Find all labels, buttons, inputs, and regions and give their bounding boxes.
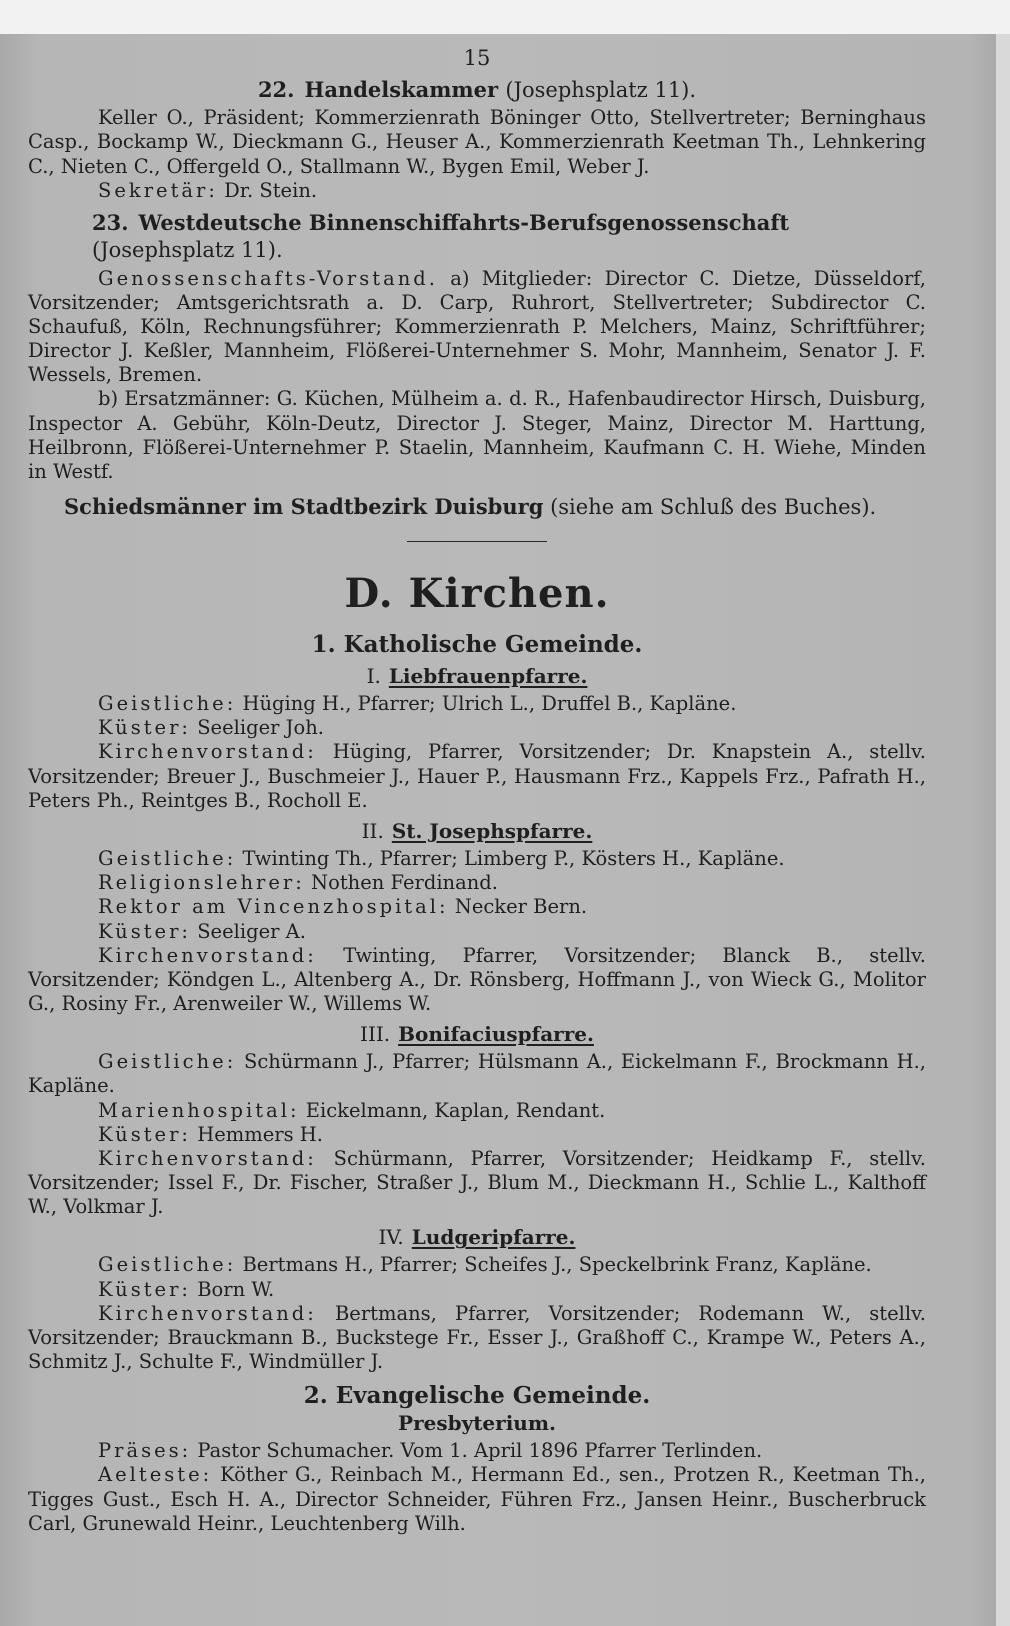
schiedsmaenner-rest: (siehe am Schluß des Buches).	[550, 495, 877, 520]
genossenschaft-mitglieder	[28, 267, 926, 388]
parish-entry	[28, 716, 926, 740]
entry-label: Küster:	[98, 1277, 191, 1301]
parish-title	[28, 819, 926, 843]
entry-label: Präses:	[98, 1439, 192, 1463]
entry-text: Twinting Th., Pfarrer; Limberg P., Kösters H., Kapläne.	[242, 846, 785, 870]
parish-entry	[28, 944, 926, 1017]
parish-name: Liebfrauenpfarre.	[388, 664, 588, 689]
entry-label: Geistliche:	[98, 1050, 237, 1074]
parish-numeral: I.	[366, 664, 381, 689]
sekretaer-name: Dr. Stein.	[224, 178, 318, 202]
parish-entry	[28, 1253, 926, 1277]
sekretaer-label: Sekretär:	[98, 178, 218, 202]
page-number: 15	[463, 46, 491, 70]
schiedsmaenner-note	[64, 494, 926, 519]
section-name: Handelskammer	[304, 77, 499, 102]
entry-text: Twinting, Pfarrer, Vorsitzender; Blanck B., stellv. Vorsitzender; Köndgen L., Altenberg A., Dr. Rönsberg, Hoffmann J., von Wieck G., Molitor G., Rosiny Fr., Arenweiler W., Willems W.	[28, 943, 927, 1016]
section-divider	[407, 541, 547, 542]
entry-label: Rektor am Vincenzhospital:	[98, 895, 449, 919]
parish-entry	[28, 847, 926, 871]
entry-text: Hüging, Pfarrer, Vorsitzender; Dr. Knapstein A., stellv. Vorsitzender; Breuer J., Buschmeier J., Hauer P., Hausmann Frz., Kappels Frz., Pafrath H., Peters Ph., Reintges B., Rocholl E.	[28, 740, 926, 812]
parish-title	[28, 1022, 926, 1046]
entry-label: Geistliche:	[98, 1253, 237, 1277]
section-address: (Josephsplatz 11).	[92, 238, 283, 263]
entry-text: Schürmann, Pfarrer, Vorsitzender; Heidkamp F., stellv. Vorsitzender; Issel F., Dr. Fischer, Straßer J., Blum M., Dieckmann H., Schlie L., Kalthoff W., Volkmar J.	[28, 1146, 926, 1219]
katholische-gemeinde-title: 1. Katholische Gemeinde.	[311, 631, 643, 659]
section-number: 22.	[257, 77, 295, 102]
entry-text: Eickelmann, Kaplan, Rendant.	[305, 1098, 606, 1122]
presbyterium-list	[28, 1439, 926, 1536]
handelskammer-members: Keller O., Präsident; Kommerzienrath Böninger Otto, Stellvertreter; Berninghaus Casp., Bockamp W., Dieckmann G., Heuser A., Kommerzienrath Keetman Th., Lehnkering C., Nieten C., Offergeld O., Stallmann W., Bygen Emil, Weber J.	[28, 106, 926, 178]
parish-list	[28, 664, 926, 1374]
kirchen-title: D. Kirchen.	[344, 570, 610, 618]
section-handelskammer-heading	[28, 76, 926, 104]
schiedsmaenner-bold: Schiedsmänner im Stadtbezirk Duisburg	[64, 494, 544, 520]
parish-name: St. Josephspfarre.	[391, 818, 593, 843]
entry-label: Kirchenvorstand:	[98, 943, 317, 967]
vorstand-label: Genossenschafts-Vorstand.	[98, 266, 438, 290]
entry-label: Kirchenvorstand:	[98, 1301, 317, 1325]
entry-text: Köther G., Reinbach M., Hermann Ed., sen., Protzen R., Keetman Th., Tigges Gust., Esch H. A., Director Schneider, Führen Frz., Jansen Heinr., Buscherbruck Carl, Grunewald Heinr., Leuchtenberg Wilh.	[28, 1463, 927, 1535]
parish-entry	[28, 920, 926, 944]
parish-entry	[28, 692, 926, 716]
entry-label: Geistliche:	[98, 846, 237, 870]
entry-label: Geistliche:	[98, 692, 237, 716]
entry-text: Hemmers H.	[197, 1122, 323, 1146]
entry-text: Born W.	[197, 1277, 275, 1301]
parish-entry	[28, 871, 926, 895]
presbyterium-entry	[28, 1463, 926, 1536]
parish-entry	[28, 1278, 926, 1302]
section-address: (Josephsplatz 11).	[505, 78, 697, 102]
entry-label: Kirchenvorstand:	[98, 1146, 317, 1170]
entry-label: Küster:	[98, 1122, 191, 1146]
entry-label: Marienhospital:	[98, 1098, 300, 1122]
entry-text: Hüging H., Pfarrer; Ulrich L., Druffel B., Kapläne.	[242, 692, 737, 716]
entry-text: Seeliger A.	[197, 919, 306, 943]
entry-label: Aelteste:	[98, 1463, 213, 1487]
entry-label: Küster:	[98, 919, 191, 943]
entry-label: Küster:	[98, 716, 191, 740]
section-name: Westdeutsche Binnenschiffahrts-Berufsgenossenschaft	[138, 209, 790, 235]
parish-numeral: III.	[360, 1022, 391, 1047]
parish-entry	[28, 895, 926, 919]
presbyterium-entry	[28, 1439, 926, 1463]
handelskammer-sekretaer	[28, 179, 926, 203]
parish-name: Ludgeripfarre.	[411, 1225, 576, 1250]
entry-text: Schürmann J., Pfarrer; Hülsmann A., Eickelmann F., Brockmann H., Kapläne.	[28, 1050, 926, 1098]
entry-label: Kirchenvorstand:	[98, 740, 317, 764]
parish-entry	[28, 1099, 926, 1123]
entry-text: Seeliger Joh.	[197, 716, 324, 740]
entry-text: Bertmans H., Pfarrer; Scheifes J., Speckelbrink Franz, Kapläne.	[242, 1253, 872, 1277]
parish-entry	[28, 1302, 926, 1375]
entry-text: Necker Bern.	[454, 895, 588, 919]
entry-text: Pastor Schumacher. Vom 1. April 1896 Pfarrer Terlinden.	[197, 1439, 763, 1463]
parish-numeral: II.	[361, 818, 384, 843]
page-content	[28, 40, 926, 1536]
parish-entry	[28, 740, 926, 813]
section-genossenschaft-heading	[92, 209, 926, 265]
parish-entry	[28, 1147, 926, 1220]
entry-text: Bertmans, Pfarrer, Vorsitzender; Rodemann W., stellv. Vorsitzender; Brauckmann B., Buckstege Fr., Esser J., Graßhoff C., Krampe W., Peters A., Schmitz J., Schulte F., Windmüller J.	[28, 1301, 926, 1374]
entry-text: Nothen Ferdinand.	[311, 871, 498, 895]
parish-title	[28, 664, 926, 688]
evangelische-gemeinde-title: 2. Evangelische Gemeinde.	[303, 1382, 651, 1410]
entry-label: Religionslehrer:	[98, 871, 305, 895]
parish-entry	[28, 1050, 926, 1098]
section-number: 23.	[92, 209, 129, 235]
mitglieder-text: a) Mitglieder: Director C. Dietze, Düsseldorf, Vorsitzender; Amtsgerichtsrath a. D. Carp, Ruhrort, Stellvertreter; Subdirector C. Schaufuß, Köln, Rechnungsführer; Kommerzienrath P. Melchers, Mainz, Schriftführer; Director J. Keßler, Mannheim, Flößerei-Unternehmer S. Mohr, Mannheim, Senator J. F. Wessels, Bremen.	[28, 266, 926, 387]
parish-name: Bonifaciuspfarre.	[398, 1022, 594, 1047]
parish-entry	[28, 1123, 926, 1147]
presbyterium-title: Presbyterium.	[398, 1411, 556, 1436]
parish-title	[28, 1225, 926, 1249]
genossenschaft-ersatz: b) Ersatzmänner: G. Küchen, Mülheim a. d. R., Hafenbaudirector Hirsch, Duisburg, Inspector A. Gebühr, Köln-Deutz, Director J. Steger, Mainz, Director M. Harttung, Heilbronn, Flößerei-Unternehmer P. Staelin, Mannheim, Kaufmann C. H. Wiehe, Minden in Westf.	[28, 387, 926, 483]
parish-numeral: IV.	[378, 1225, 404, 1250]
